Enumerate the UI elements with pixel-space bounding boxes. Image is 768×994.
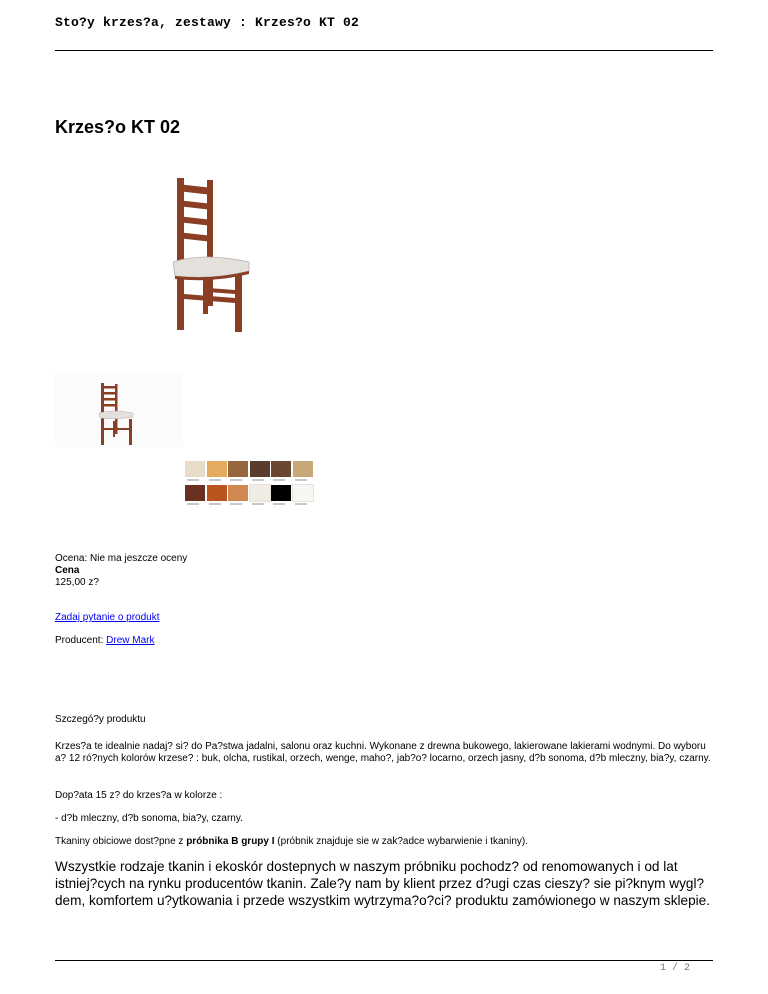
product-description: Krzes?a te idealnie nadaj? si? do Pa?stwa jadalni, salonu oraz kuchni. Wykonane z drewna bukowego, lakierowane lakierami wodnymi. Do wyboru a? 12 ró?nych kolorów krzese? : buk, olcha, rustikal, orzech, wenge, maho?, jab?o? locarno, orzech jasny, d?b sonoma, d?b mleczny, bia?y, czarny. (55, 741, 711, 764)
color-swatch[interactable] (250, 461, 270, 477)
product-title: Krzes?o KT 02 (55, 117, 181, 137)
product-info (55, 553, 187, 589)
swatch-row (185, 485, 315, 509)
color-swatch[interactable] (293, 461, 313, 477)
producer-link[interactable]: Drew Mark (106, 635, 155, 646)
producer (55, 635, 155, 646)
color-swatch[interactable] (250, 485, 270, 501)
color-swatch[interactable] (185, 485, 205, 501)
color-swatch[interactable] (207, 485, 227, 501)
chair-thumbnail-image[interactable] (55, 373, 183, 447)
color-swatch[interactable] (228, 461, 248, 477)
ask-question-link[interactable]: Zadaj pytanie o produkt (55, 612, 160, 623)
fabrics-bold: próbnika B grupy I (186, 836, 275, 847)
rating-text: Ocena: Nie ma jeszcze oceny (55, 553, 188, 564)
fabrics-suffix: (próbnik znajduje sie w zak?adce wybarwienie i tkaniny). (274, 836, 528, 847)
surcharge-text: Dop?ata 15 z? do krzes?a w kolorze : (55, 790, 223, 801)
price-value: 125,00 z? (55, 577, 99, 588)
color-swatch[interactable] (185, 461, 205, 477)
color-swatch[interactable] (207, 461, 227, 477)
footer-rule (55, 960, 713, 961)
color-swatches[interactable] (185, 461, 315, 509)
price-label: Cena (55, 565, 80, 576)
fabrics-paragraph: Wszystkie rodzaje tkanin i ekoskór dostepnych w naszym próbniku pochodz? od renomowanych i od lat istniej?cych na rynku producentów tkanin. Zale?y nam by klient przez d?ugi czas cieszy? sie pi?knym wygl?dem, komfortem u?ytkowania i przede wszystkim wytrzyma?o?ci? produktu zamówionego w naszym sklepie. (55, 859, 711, 908)
fabrics-prefix: Tkaniny obiciowe dost?pne z (55, 836, 187, 847)
surcharge-colors: - d?b mleczny, d?b sonoma, bia?y, czarny. (55, 813, 243, 824)
color-swatch[interactable] (293, 485, 313, 501)
swatch-row (185, 461, 315, 485)
producer-label: Producent: (55, 635, 107, 646)
color-swatch[interactable] (228, 485, 248, 501)
header-title: Sto?y krzes?a, zestawy : Krzes?o KT 02 (55, 15, 360, 30)
fabrics-text (55, 836, 528, 847)
color-swatch[interactable] (271, 461, 291, 477)
chair-illustration (177, 178, 242, 332)
color-swatch[interactable] (271, 485, 291, 501)
page-number: 1 / 2 (660, 963, 691, 974)
header-rule (55, 50, 713, 51)
chair-main-image[interactable] (163, 176, 259, 336)
details-heading: Szczegó?y produktu (55, 714, 146, 725)
